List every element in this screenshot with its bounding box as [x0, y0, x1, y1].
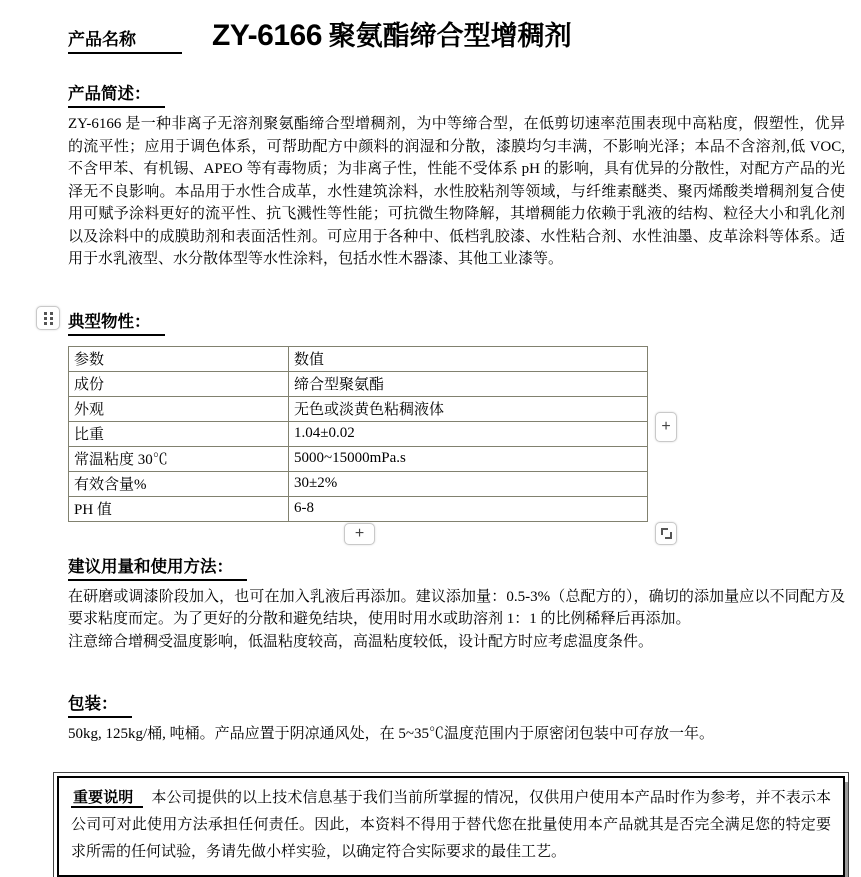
section-packaging	[68, 690, 845, 746]
properties-table-body	[69, 346, 648, 521]
value-cell[interactable]: 无色或淡黄色粘稠液体	[289, 396, 648, 421]
table-row	[69, 346, 648, 371]
param-cell[interactable]: 有效含量%	[69, 471, 289, 496]
param-cell[interactable]: 比重	[69, 421, 289, 446]
notice-text	[71, 785, 831, 866]
section-usage	[68, 553, 845, 654]
table-resize-button[interactable]	[655, 522, 677, 545]
add-row-button[interactable]	[344, 523, 375, 545]
packaging-heading: 包装：	[68, 690, 132, 718]
product-name-label: 产品名称	[68, 25, 182, 54]
section-properties	[68, 308, 845, 522]
usage-heading: 建议用量和使用方法：	[68, 553, 247, 581]
value-cell[interactable]: 30±2%	[289, 471, 648, 496]
param-cell[interactable]: PH 值	[69, 496, 289, 521]
page-title	[212, 14, 572, 53]
packaging-body: 50kg, 125kg/桶, 吨桶。产品应置于阴凉通风处，在 5~35℃温度范围内于原密闭包装中可存放一年。	[68, 726, 715, 742]
usage-body-2: 注意缔合增稠受温度影响，低温粘度较高，高温粘度较低，设计配方时应考虑温度条件。	[68, 633, 654, 650]
properties-heading: 典型物性：	[68, 308, 165, 336]
add-column-button[interactable]	[655, 412, 677, 442]
product-code: ZY-6166	[212, 19, 322, 52]
param-cell[interactable]: 参数	[69, 346, 289, 371]
document-title-row	[68, 14, 845, 54]
notice-body: 本公司提供的以上技术信息基于我们当前所掌握的情况，仅供用户使用本产品时作为参考，并不表示本公司可对此使用方法承担任何责任。因此，本资料不得用于替代您在批量使用本产品就其是否完全满足您的特定要求所需的任何试验，务请先做小样实验，以确定符合实际要求的最佳工艺。	[71, 789, 831, 860]
grid-dots-icon	[44, 312, 53, 325]
value-cell[interactable]: 数值	[289, 346, 648, 371]
plus-icon: +	[661, 418, 671, 435]
table-row	[69, 446, 648, 471]
param-cell[interactable]: 外观	[69, 396, 289, 421]
brief-body: ZY-6166 是一种非离子无溶剂聚氨酯缔合型增稠剂，为中等缔合型，在低剪切速率范围表现中高粘度，假塑性，优异的流平性；应用于调色体系，可帮助配方中颜料的润湿和分散，漆膜均匀丰满，不影响光泽；本品不含溶剂,低 VOC,不含甲苯、有机锡、APEO 等有毒物质；为非离子性，性能不受体系 pH 的影响，具有优异的分散性，对配方产品的光泽无不良影响。本品用于水性合成革，水性建筑涂料，水性胶粘剂等领域，与纤维素醚类、聚丙烯酸类增稠剂复合使用可赋予涂料更好的流平性、抗飞溅性等性能；可抗微生物降解，其增稠能力依赖于乳液的结构、粒径大小和乳化剂以及涂料中的成膜助剂和表面活性剂。可应用于各种中、低档乳胶漆、水性粘合剂、水性油墨、皮革涂料等体系。适用于水乳液型、水分散体型等水性涂料，包括水性木器漆、其他工业漆等。	[68, 116, 845, 267]
value-cell[interactable]: 1.04±0.02	[289, 421, 648, 446]
param-cell[interactable]: 常温粘度 30℃	[69, 446, 289, 471]
table-drag-handle[interactable]	[36, 306, 60, 330]
product-name: 聚氨酯缔合型增稠剂	[328, 21, 572, 51]
table-row	[69, 371, 648, 396]
table-row	[69, 421, 648, 446]
plus-icon: +	[354, 525, 365, 542]
usage-body-1: 在研磨或调漆阶段加入，也可在加入乳液后再添加。建议添加量：0.5-3%（总配方的），确切的添加量应以不同配方及要求粘度而定。为了更好的分散和避免结块，使用时用水或助溶剂 1：1 的比例稀释后再添加。	[68, 588, 845, 627]
table-row	[69, 396, 648, 421]
value-cell[interactable]: 6-8	[289, 496, 648, 521]
table-row	[69, 496, 648, 521]
table-row	[69, 471, 648, 496]
value-cell[interactable]: 5000~15000mPa.s	[289, 446, 648, 471]
section-brief	[68, 80, 845, 271]
important-notice-box	[57, 776, 845, 877]
notice-label: 重要说明	[71, 790, 143, 808]
value-cell[interactable]: 缔合型聚氨酯	[289, 371, 648, 396]
param-cell[interactable]: 成份	[69, 371, 289, 396]
resize-corners-icon	[661, 528, 672, 539]
properties-table[interactable]	[68, 346, 648, 522]
brief-heading: 产品简述：	[68, 80, 165, 108]
